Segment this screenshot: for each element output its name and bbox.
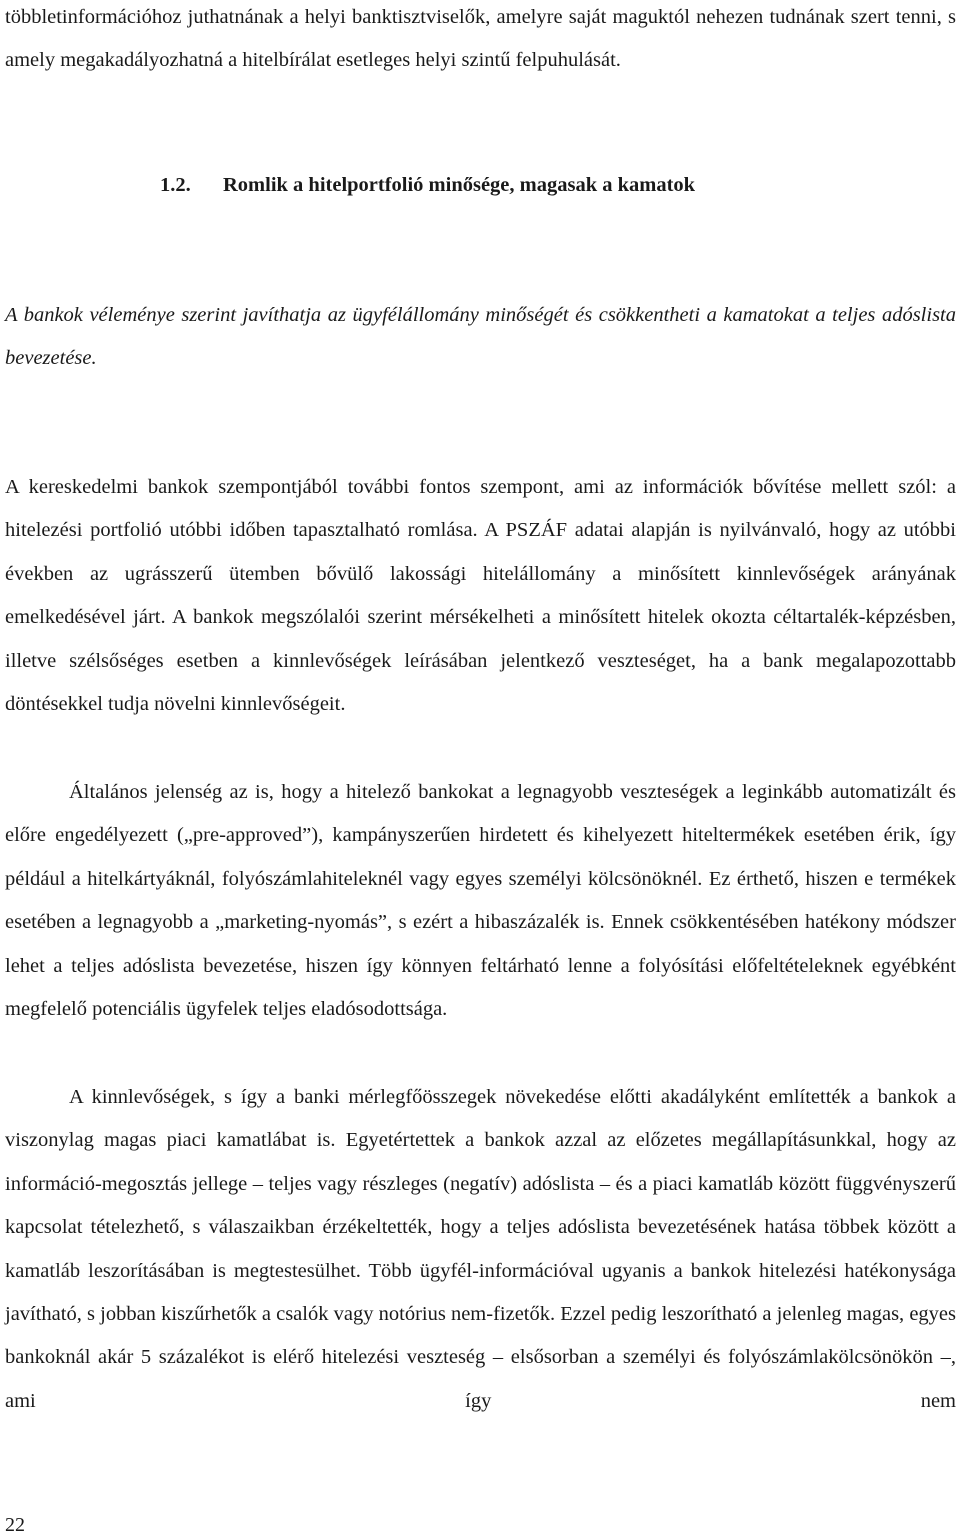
body-paragraph-3: A kinnlevőségek, s így a banki mérlegfőösszegek növekedése előtti akadályként említették a bankok a viszonylag magas piaci kamatlábat is. Egyetértettek a bankok azzal az előzetes megállapításunkkal, hogy az információ-megosztás jellege – teljes vagy részleges (negatív) adóslista – és a piaci kamatláb között függvényszerű kapcsolat tételezhető, s válaszaikban érzékeltették, hogy a teljes adóslista bevezetésének hatása többek között a kamatláb leszorításában is megtestesülhet. Több ügyfél-információval ugyanis a bankok hitelezési hatékonysága javítható, s jobban kiszűrhetők a csalók vagy notórius nem-fizetők. Ezzel pedig leszorítható a jelenleg magas, egyes bankoknál akár 5 százalékot is elérő hitelezési veszteség – elsősorban a személyi és folyószámlakölcsönökön –, ami így nem bbox=[5, 1086, 956, 1412]
section-heading bbox=[160, 164, 695, 207]
section-lead: A bankok véleménye szerint javíthatja az ügyfélállomány minőségét és csökkentheti a kamatokat a teljes adóslista bevezetése. bbox=[5, 304, 956, 370]
section-title: Romlik a hitelportfolió minősége, magasak a kamatok bbox=[223, 174, 696, 196]
body-paragraph-2: Általános jelenség az is, hogy a hitelező bankokat a legnagyobb veszteségek a leginkább automatizált és előre engedélyezett („pre-approved”), kampányszerűen hirdetett és kihelyezett hiteltermékek esetében érik, így például a hitelkártyáknál, folyószámlahiteleknél vagy egyes személyi kölcsönöknél. Ez érthető, hiszen e termékek esetében a legnagyobb a „marketing-nyomás”, s ezért a hibaszázalék is. Ennek csökkentésében hatékony módszer lehet a teljes adóslista bevezetése, hiszen így könnyen feltárható lenne a folyósítási előfeltételeknek egyébként megfelelő potenciális ügyfelek teljes eladósodottsága. bbox=[5, 781, 956, 1021]
continuation-paragraph: többletinformációhoz juthatnának a helyi banktisztviselők, amelyre saját maguktól nehezen tudnának szert tenni, s amely megakadályozhatná a hitelbírálat esetleges helyi szintű felpuhulását. bbox=[5, 6, 956, 72]
body-paragraph-1: A kereskedelmi bankok szempontjából további fontos szempont, ami az információk bővítése mellett szól: a hitelezési portfolió utóbbi időben tapasztalható romlása. A PSZÁF adatai alapján is nyilvánvaló, hogy az utóbbi években az ugrásszerű ütemben bővülő lakossági hitelállomány a minősített kinnlevőségek arányának emelkedésével járt. A bankok megszólalói szerint mérsékelheti a minősített hitelek okozta céltartalék-képzésben, illetve szélsőséges esetben a kinnlevőségek leírásában jelentkező veszteséget, ha a bank megalapozottabb döntésekkel tudja növelni kinnlevőségeit. bbox=[5, 476, 956, 716]
page-number: 22 bbox=[5, 1514, 25, 1536]
section-number: 1.2. bbox=[160, 174, 191, 196]
